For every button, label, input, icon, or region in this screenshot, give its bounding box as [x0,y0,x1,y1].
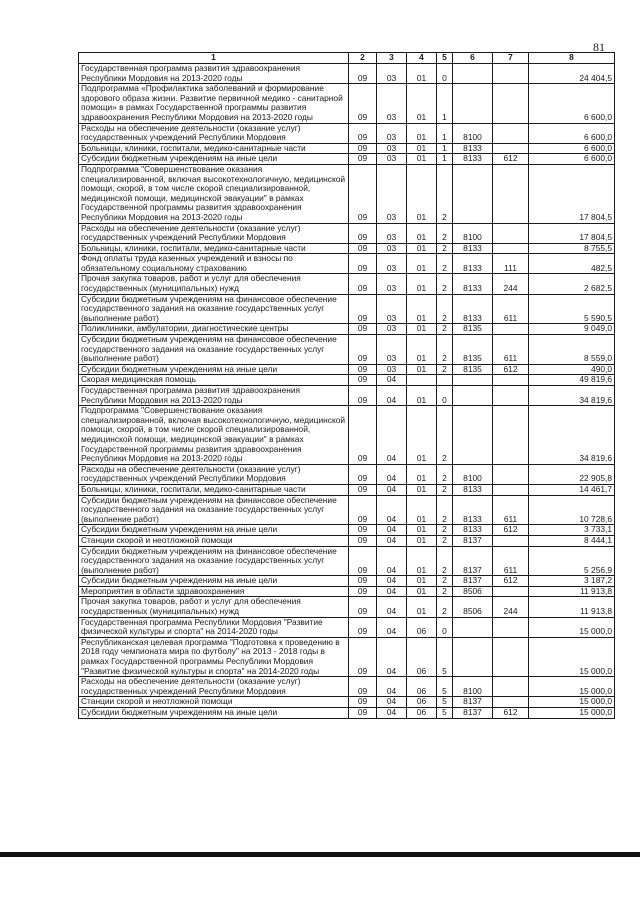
subsection-code: 03 [377,154,407,165]
section-code: 09 [349,708,377,719]
expense-type-code: 612 [493,154,529,165]
subsection-code: 04 [377,546,407,576]
table-row [79,294,615,324]
expense-type-code: 244 [493,274,529,294]
subsection-code: 03 [377,64,407,84]
subsection-code: 03 [377,324,407,335]
amount: 34 819,6 [529,386,615,406]
subsection-code: 03 [377,274,407,294]
row-description: Субсидии бюджетным учреждениям на финансовое обеспечение государственного задания на оказание государственных услуг (выполнение работ) [79,546,349,576]
row-description: Субсидии бюджетным учреждениям на иные цели [79,708,349,719]
row-description: Субсидии бюджетным учреждениям на иные цели [79,576,349,587]
section-code: 09 [349,535,377,546]
subprogram-code: 5 [437,708,453,719]
row-description: Подпрограмма "Совершенствование оказания специализированной, включая высокотехнологичную, медицинской помощи, скорой, в том числе скорой специализированной, медицинской помощи, медицинской эвакуации" в рамках Государственной программы развития здравоохранения Республики Мордовия на 2013-2020 годы [79,164,349,223]
expense-code [453,84,493,123]
expense-code: 8135 [453,324,493,335]
section-code: 09 [349,154,377,165]
program-code: 06 [407,708,437,719]
amount: 17 804,5 [529,223,615,243]
row-description: Государственная программа Республики Мордовия "Развитие физической культуры и спорта" на 2014-2020 годы [79,617,349,637]
table-row [79,597,615,617]
program-code: 01 [407,576,437,587]
expense-code: 8135 [453,364,493,375]
row-description: Фонд оплаты труда казенных учреждений и взносы по обязательному социальному страхованию [79,254,349,274]
expense-type-code [493,164,529,223]
table-row [79,484,615,495]
expense-code [453,64,493,84]
subprogram-code: 2 [437,525,453,536]
amount: 6 600,0 [529,123,615,143]
subprogram-code: 2 [437,464,453,484]
table-row [79,525,615,536]
expense-type-code [493,143,529,154]
subprogram-code: 5 [437,697,453,708]
program-code: 01 [407,386,437,406]
program-code: 01 [407,324,437,335]
subsection-code: 04 [377,484,407,495]
amount: 482,5 [529,254,615,274]
section-code: 09 [349,64,377,84]
section-code: 09 [349,617,377,637]
section-code: 09 [349,586,377,597]
expense-code: 8133 [453,154,493,165]
table-row [79,617,615,637]
row-description: Мероприятия в области здравоохранения [79,586,349,597]
program-code: 06 [407,697,437,708]
program-code: 01 [407,243,437,254]
amount: 6 600,0 [529,154,615,165]
subprogram-code: 2 [437,254,453,274]
row-description: Субсидии бюджетным учреждениям на финансовое обеспечение государственного задания на оказание государственных услуг (выполнение работ) [79,495,349,525]
program-code: 01 [407,406,437,465]
amount: 6 600,0 [529,143,615,154]
subprogram-code: 2 [437,576,453,587]
expense-code: 8133 [453,484,493,495]
subsection-code: 03 [377,223,407,243]
subsection-code: 03 [377,243,407,254]
program-code: 01 [407,535,437,546]
amount: 17 804,5 [529,164,615,223]
expense-type-code: 612 [493,708,529,719]
row-description: Скорая медицинская помощь [79,375,349,386]
column-header: 1 [79,53,349,64]
expense-code: 8100 [453,464,493,484]
subsection-code: 04 [377,375,407,386]
expense-code [453,375,493,386]
amount: 8 444,1 [529,535,615,546]
section-code: 09 [349,274,377,294]
section-code: 09 [349,546,377,576]
row-description: Республиканская целевая программа "Подготовка к проведению в 2018 году чемпионата мира по футболу" на 2013 - 2018 годы в рамках Государственной программы Республики Мордовия "Развитие физической культуры и спорта" на 2014-2020 годы [79,637,349,676]
table-row [79,154,615,165]
row-description: Подпрограмма «Профилактика заболеваний и формирование здорового образа жизни. Развитие первичной медико - санитарной помощи» в рамках Государственной программы развития здравоохранения Республики Мордовия на 2013-2020 годы [79,84,349,123]
table-row [79,143,615,154]
subprogram-code: 2 [437,274,453,294]
expense-type-code [493,84,529,123]
expense-code: 8506 [453,597,493,617]
row-description: Расходы на обеспечение деятельности (оказание услуг) государственных учреждений Республики Мордовия [79,677,349,697]
expense-type-code: 611 [493,495,529,525]
subprogram-code: 2 [437,546,453,576]
amount: 3 187,2 [529,576,615,587]
amount: 9 049,0 [529,324,615,335]
expense-type-code [493,123,529,143]
subprogram-code: 5 [437,677,453,697]
subprogram-code: 0 [437,617,453,637]
expense-type-code [493,64,529,84]
subsection-code: 03 [377,254,407,274]
subsection-code: 04 [377,637,407,676]
program-code: 01 [407,64,437,84]
table-row [79,677,615,697]
expense-type-code: 611 [493,294,529,324]
subprogram-code: 0 [437,386,453,406]
table-row [79,495,615,525]
table-row [79,637,615,676]
expense-code: 8133 [453,243,493,254]
row-description: Станции скорой и неотложной помощи [79,697,349,708]
program-code: 01 [407,164,437,223]
table-row [79,708,615,719]
expense-type-code: 612 [493,576,529,587]
section-code: 09 [349,525,377,536]
amount: 14 461,7 [529,484,615,495]
amount: 3 733,1 [529,525,615,536]
amount: 15 000,0 [529,677,615,697]
section-code: 09 [349,143,377,154]
amount: 10 728,6 [529,495,615,525]
subsection-code: 03 [377,335,407,365]
program-code: 01 [407,525,437,536]
row-description: Государственная программа развития здравоохранения Республики Мордовия на 2013-2020 годы [79,386,349,406]
subprogram-code: 2 [437,294,453,324]
subprogram-code [437,375,453,386]
row-description: Государственная программа развития здравоохранения Республики Мордовия на 2013-2020 годы [79,64,349,84]
subprogram-code: 2 [437,484,453,495]
subprogram-code: 2 [437,495,453,525]
expense-type-code: 611 [493,546,529,576]
expense-type-code [493,677,529,697]
table-row [79,84,615,123]
expense-type-code [493,375,529,386]
subprogram-code: 2 [437,164,453,223]
table-row [79,274,615,294]
table-row [79,464,615,484]
expense-type-code: 612 [493,364,529,375]
expense-type-code [493,637,529,676]
expense-code: 8133 [453,143,493,154]
section-code: 09 [349,164,377,223]
budget-table [78,52,615,719]
expense-type-code [493,243,529,254]
section-code: 09 [349,243,377,254]
table-row [79,243,615,254]
table-body [79,64,615,719]
amount: 5 590,5 [529,294,615,324]
amount: 34 819,6 [529,406,615,465]
expense-code [453,617,493,637]
table-row [79,546,615,576]
column-header: 7 [493,53,529,64]
expense-code: 8137 [453,546,493,576]
expense-code [453,386,493,406]
subprogram-code: 5 [437,637,453,676]
footer-rule [0,852,640,857]
amount: 8 559,0 [529,335,615,365]
subprogram-code: 2 [437,597,453,617]
subprogram-code: 2 [437,406,453,465]
row-description: Прочая закупка товаров, работ и услуг для обеспечения государственных (муниципальных) нужд [79,597,349,617]
section-code: 09 [349,406,377,465]
program-code: 01 [407,84,437,123]
expense-code: 8137 [453,697,493,708]
row-description: Субсидии бюджетным учреждениям на финансовое обеспечение государственного задания на оказание государственных услуг (выполнение работ) [79,294,349,324]
expense-type-code [493,223,529,243]
expense-code [453,637,493,676]
subsection-code: 04 [377,495,407,525]
program-code: 01 [407,154,437,165]
program-code: 01 [407,597,437,617]
subsection-code: 04 [377,617,407,637]
expense-code: 8133 [453,525,493,536]
expense-type-code [493,535,529,546]
row-description: Больницы, клиники, госпитали, медико-санитарные части [79,484,349,495]
row-description: Расходы на обеспечение деятельности (оказание услуг) государственных учреждений Республики Мордовия [79,223,349,243]
table-row [79,254,615,274]
row-description: Поликлиники, амбулатории, диагностические центры [79,324,349,335]
program-code: 01 [407,495,437,525]
table-row [79,375,615,386]
subprogram-code: 2 [437,324,453,335]
subprogram-code: 2 [437,535,453,546]
table-row [79,697,615,708]
program-code: 01 [407,464,437,484]
column-header: 3 [377,53,407,64]
row-description: Станции скорой и неотложной помощи [79,535,349,546]
table-row [79,586,615,597]
subsection-code: 04 [377,597,407,617]
subsection-code: 04 [377,464,407,484]
section-code: 09 [349,464,377,484]
table-row [79,123,615,143]
amount: 11 913,8 [529,586,615,597]
section-code: 09 [349,495,377,525]
section-code: 09 [349,576,377,587]
subprogram-code: 2 [437,364,453,375]
expense-code [453,406,493,465]
program-code: 01 [407,484,437,495]
section-code: 09 [349,294,377,324]
subprogram-code: 0 [437,64,453,84]
expense-type-code: 244 [493,597,529,617]
table-row [79,386,615,406]
table-row [79,324,615,335]
subsection-code: 03 [377,84,407,123]
section-code: 09 [349,335,377,365]
subsection-code: 03 [377,364,407,375]
expense-code: 8133 [453,495,493,525]
subsection-code: 04 [377,586,407,597]
expense-code: 8137 [453,708,493,719]
amount: 2 682,5 [529,274,615,294]
subsection-code: 03 [377,294,407,324]
program-code: 01 [407,254,437,274]
program-code: 01 [407,274,437,294]
program-code: 01 [407,364,437,375]
table-row [79,64,615,84]
amount: 24 404,5 [529,64,615,84]
amount: 490,0 [529,364,615,375]
subsection-code: 04 [377,386,407,406]
subprogram-code: 2 [437,335,453,365]
amount: 15 000,0 [529,708,615,719]
amount: 15 000,0 [529,637,615,676]
column-header: 6 [453,53,493,64]
amount: 5 256,9 [529,546,615,576]
column-header: 2 [349,53,377,64]
expense-type-code [493,617,529,637]
expense-code: 8133 [453,294,493,324]
program-code: 01 [407,223,437,243]
row-description: Расходы на обеспечение деятельности (оказание услуг) государственных учреждений Республики Мордовия [79,464,349,484]
expense-code: 8100 [453,223,493,243]
section-code: 09 [349,677,377,697]
section-code: 09 [349,637,377,676]
expense-code: 8133 [453,254,493,274]
section-code: 09 [349,364,377,375]
subsection-code: 04 [377,535,407,546]
page-number: 81 [593,40,605,54]
expense-code: 8100 [453,123,493,143]
amount: 6 600,0 [529,84,615,123]
subsection-code: 04 [377,697,407,708]
program-code: 01 [407,546,437,576]
program-code: 01 [407,123,437,143]
section-code: 09 [349,597,377,617]
subsection-code: 03 [377,164,407,223]
program-code: 06 [407,677,437,697]
subprogram-code: 2 [437,586,453,597]
section-code: 09 [349,254,377,274]
program-code: 06 [407,617,437,637]
row-description: Подпрограмма "Совершенствование оказания специализированной, включая высокотехнологичную, медицинской помощи, скорой, в том числе скорой специализированной, медицинской помощи, медицинской эвакуации" в рамках Государственной программы развития здравоохранения Республики Мордовия на 2013-2020 годы [79,406,349,465]
subsection-code: 04 [377,708,407,719]
subprogram-code: 1 [437,123,453,143]
subprogram-code: 2 [437,223,453,243]
section-code: 09 [349,223,377,243]
row-description: Субсидии бюджетным учреждениям на финансовое обеспечение государственного задания на оказание государственных услуг (выполнение работ) [79,335,349,365]
expense-code: 8133 [453,274,493,294]
amount: 15 000,0 [529,697,615,708]
table-row [79,535,615,546]
section-code: 09 [349,697,377,708]
subprogram-code: 1 [437,143,453,154]
column-header: 5 [437,53,453,64]
subsection-code: 04 [377,677,407,697]
section-code: 09 [349,484,377,495]
expense-code: 8137 [453,535,493,546]
column-header: 4 [407,53,437,64]
subsection-code: 03 [377,123,407,143]
row-description: Субсидии бюджетным учреждениям на иные цели [79,364,349,375]
row-description: Больницы, клиники, госпитали, медико-санитарные части [79,143,349,154]
section-code: 09 [349,324,377,335]
subsection-code: 04 [377,576,407,587]
section-code: 09 [349,375,377,386]
expense-code: 8506 [453,586,493,597]
expense-type-code [493,386,529,406]
row-description: Расходы на обеспечение деятельности (оказание услуг) государственных учреждений Республики Мордовия [79,123,349,143]
expense-code: 8135 [453,335,493,365]
table-row [79,576,615,587]
expense-type-code [493,406,529,465]
column-header: 8 [529,53,615,64]
program-code: 01 [407,143,437,154]
amount: 49 819,6 [529,375,615,386]
row-description: Больницы, клиники, госпитали, медико-санитарные части [79,243,349,254]
table-row [79,335,615,365]
expense-code [453,164,493,223]
section-code: 09 [349,123,377,143]
table-row [79,364,615,375]
expense-type-code [493,697,529,708]
program-code: 01 [407,294,437,324]
expense-type-code: 611 [493,335,529,365]
subprogram-code: 1 [437,84,453,123]
table-row [79,406,615,465]
expense-type-code: 111 [493,254,529,274]
expense-code: 8137 [453,576,493,587]
row-description: Прочая закупка товаров, работ и услуг для обеспечения государственных (муниципальных) нужд [79,274,349,294]
subsection-code: 04 [377,406,407,465]
subsection-code: 04 [377,525,407,536]
amount: 22 905,8 [529,464,615,484]
amount: 8 755,5 [529,243,615,254]
expense-type-code [493,324,529,335]
expense-type-code [493,484,529,495]
program-code: 01 [407,586,437,597]
table-row [79,223,615,243]
expense-type-code [493,464,529,484]
expense-type-code [493,586,529,597]
amount: 11 913,8 [529,597,615,617]
table-row [79,164,615,223]
table-header-row [79,53,615,64]
program-code: 01 [407,335,437,365]
row-description: Субсидии бюджетным учреждениям на иные цели [79,525,349,536]
section-code: 09 [349,84,377,123]
expense-code: 8100 [453,677,493,697]
program-code [407,375,437,386]
expense-type-code: 612 [493,525,529,536]
subprogram-code: 1 [437,154,453,165]
subsection-code: 03 [377,143,407,154]
amount: 15 000,0 [529,617,615,637]
row-description: Субсидии бюджетным учреждениям на иные цели [79,154,349,165]
section-code: 09 [349,386,377,406]
program-code: 06 [407,637,437,676]
subprogram-code: 2 [437,243,453,254]
